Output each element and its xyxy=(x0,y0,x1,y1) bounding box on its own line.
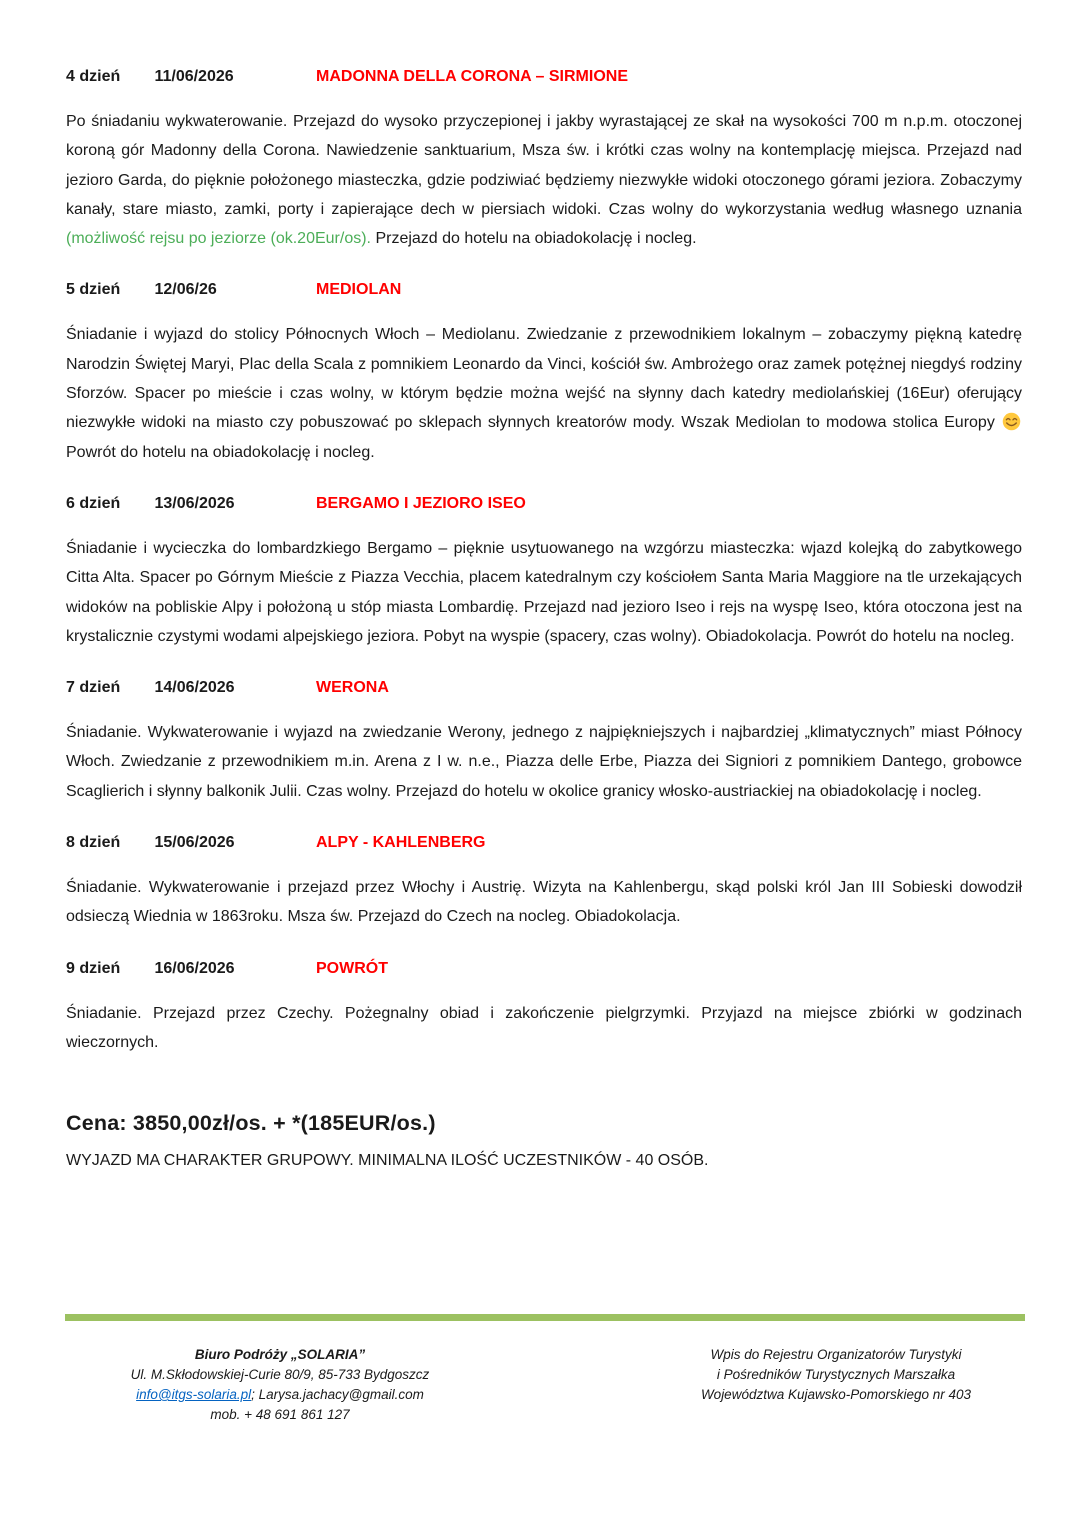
day-date: 11/06/2026 xyxy=(154,68,234,85)
day-header xyxy=(66,832,1022,853)
day-number: 5 dzień xyxy=(66,281,121,299)
day-header xyxy=(66,493,1022,514)
day-date: 12/06/26 xyxy=(154,281,217,299)
day-description xyxy=(66,999,1022,1058)
footer-divider-bar xyxy=(65,1314,1025,1321)
day-description xyxy=(66,718,1022,806)
day-number: 9 dzień xyxy=(66,959,121,977)
day-text: Śniadanie. Przejazd przez Czechy. Pożegnalny obiad i zakończenie pielgrzymki. Przyjazd na miejsce zbiórki w godzinach wieczornych. xyxy=(66,1004,1022,1051)
day-description xyxy=(66,107,1022,253)
registry-line: Wpis do Rejestru Organizatorów Turystyki xyxy=(710,1347,962,1362)
day-text: Śniadanie i wyjazd do stolicy Północnych Włoch – Mediolanu. Zwiedzanie z przewodnikiem lokalnym – zobaczymy piękną katedrę Narodzin Świętej Maryi, Plac della Scala z pomnikiem Leonardo da Vinci, kościół św. Ambrożego oraz zamek potężnej niegdyś rodziny Sforzów. Spacer po mieście i czas wolny, w którym będzie można wejść na słynny dach katedry mediolańskiej (16Eur) oferujący niezwykłe widoki na miasto czy pobuszować po sklepach słynnych kreatorów mody. Wszak Mediolan to modowa stolica Europy xyxy=(66,326,1022,432)
day-date: 15/06/2026 xyxy=(154,834,235,852)
agency-email-line xyxy=(102,1385,458,1405)
day-title: ALPY - KAHLENBERG xyxy=(316,834,486,852)
registry-line: Województwa Kujawsko-Pomorskiego nr 403 xyxy=(700,1387,972,1402)
itinerary xyxy=(66,66,1022,1170)
day-number: 4 dzień xyxy=(66,68,121,85)
agency-address: Ul. M.Skłodowskiej-Curie 80/9, 85-733 Bydgoszcz xyxy=(130,1367,430,1382)
day-number: 7 dzień xyxy=(66,679,121,697)
day-title: MADONNA DELLA CORONA – SIRMIONE xyxy=(316,68,628,85)
day-header xyxy=(66,677,1022,698)
day-text: Przejazd do hotelu na obiadokolację i nocleg. xyxy=(375,230,697,248)
day-text: Śniadanie i wycieczka do lombardzkiego Bergamo – pięknie usytuowanego na wzgórzu miasteczka: wjazd kolejką do zabytkowego Citta Alta. Spacer po Górnym Mieście z Piazza Vecchia, placem katedralnym czy kościołem Santa Maria Maggiore na tle urzekających widoków na pobliskie Alpy i położoną u stóp miasta Lombardię. Przejazd nad jezioro Iseo i rejs na wyspę Iseo, która otoczona jest na krystalicznie czystymi wodami alpejskiego jeziora. Pobyt na wyspie (spacery, czas wolny). Obiadokolacja. Powrót do hotelu na nocleg. xyxy=(66,539,1022,645)
registry-info-block xyxy=(668,1345,1004,1405)
group-minimum-note: WYJAZD MA CHARAKTER GRUPOWY. MINIMALNA ILOŚĆ UCZESTNIKÓW - 40 OSÓB. xyxy=(66,1152,709,1170)
agency-contact-block xyxy=(102,1345,458,1425)
day-date: 13/06/2026 xyxy=(154,494,235,512)
registry-line: i Pośredników Turystycznych Marszałka xyxy=(716,1367,956,1382)
day-title: MEDIOLAN xyxy=(316,281,402,299)
day-text: Śniadanie. Wykwaterowanie i wyjazd na zwiedzanie Werony, jednego z najpiękniejszych i najbardziej „klimatycznych” miast Północy Włoch. Zwiedzanie z przewodnikiem m.in. Arena z I w. n.e., Piazza delle Erbe, Piazza dei Signiori z pomnikiem Dantego, grobowce Scaglierich i słynny balkonik Julii. Czas wolny. Przejazd do hotelu w okolice granicy włosko-austriackiej na obiadokolację i nocleg. xyxy=(66,724,1022,800)
agency-phone: mob. + 48 691 861 127 xyxy=(210,1407,350,1422)
day-text: Po śniadaniu wykwaterowanie. Przejazd do wysoko przyczepionej i jakby wyrastającej ze skał na wysokości 700 m n.p.m. otoczonej koroną gór Madonny della Corona. Nawiedzenie sanktuarium, Msza św. i krótki czas wolny na kontemplację miejsca. Przejazd nad jezioro Garda, do pięknie położonego miasteczka, gdzie podziwiać będziemy niezwykłe widoki otoczonego górami jeziora. Zobaczymy kanały, stare miasto, zamki, porty i zapierające dech w piersiach widoki. Czas wolny do wykorzystania według własnego uznania xyxy=(66,113,1022,218)
day-description xyxy=(66,320,1022,466)
smiling-face-emoji xyxy=(1002,412,1021,431)
optional-cruise-note: (możliwość rejsu po jeziorze (ok.20Eur/os). xyxy=(66,230,376,248)
agency-name: Biuro Podróży „SOLARIA” xyxy=(194,1347,366,1362)
day-section-5 xyxy=(66,279,1022,466)
price-line: Cena: 3850,00zł/os. + *(185EUR/os.) xyxy=(66,1111,436,1136)
day-header xyxy=(66,66,1022,87)
day-title: WERONA xyxy=(316,679,389,697)
day-description xyxy=(66,534,1022,651)
day-description xyxy=(66,873,1022,932)
day-section-6 xyxy=(66,493,1022,651)
email-secondary: ; Larysa.jachacy@gmail.com xyxy=(251,1387,424,1402)
day-number: 6 dzień xyxy=(66,494,121,512)
day-section-9 xyxy=(66,958,1022,1058)
day-header xyxy=(66,279,1022,300)
day-text: Śniadanie. Wykwaterowanie i przejazd przez Włochy i Austrię. Wizyta na Kahlenbergu, skąd polski król Jan III Sobieski dowodził odsieczą Wiednia w 1863roku. Msza św. Przejazd do Czech na nocleg. Obiadokolacja. xyxy=(66,879,1022,926)
day-text: Powrót do hotelu na obiadokolację i nocleg. xyxy=(66,443,375,461)
day-number: 8 dzień xyxy=(66,834,121,852)
day-section-4 xyxy=(66,66,1022,253)
day-section-8 xyxy=(66,832,1022,932)
day-title: POWRÓT xyxy=(316,959,388,977)
day-title: BERGAMO I JEZIORO ISEO xyxy=(316,494,526,512)
day-date: 14/06/2026 xyxy=(154,679,235,697)
day-section-7 xyxy=(66,677,1022,806)
email-link[interactable]: info@itgs-solaria.pl xyxy=(136,1387,252,1402)
day-date: 16/06/2026 xyxy=(154,959,235,977)
day-header xyxy=(66,958,1022,979)
